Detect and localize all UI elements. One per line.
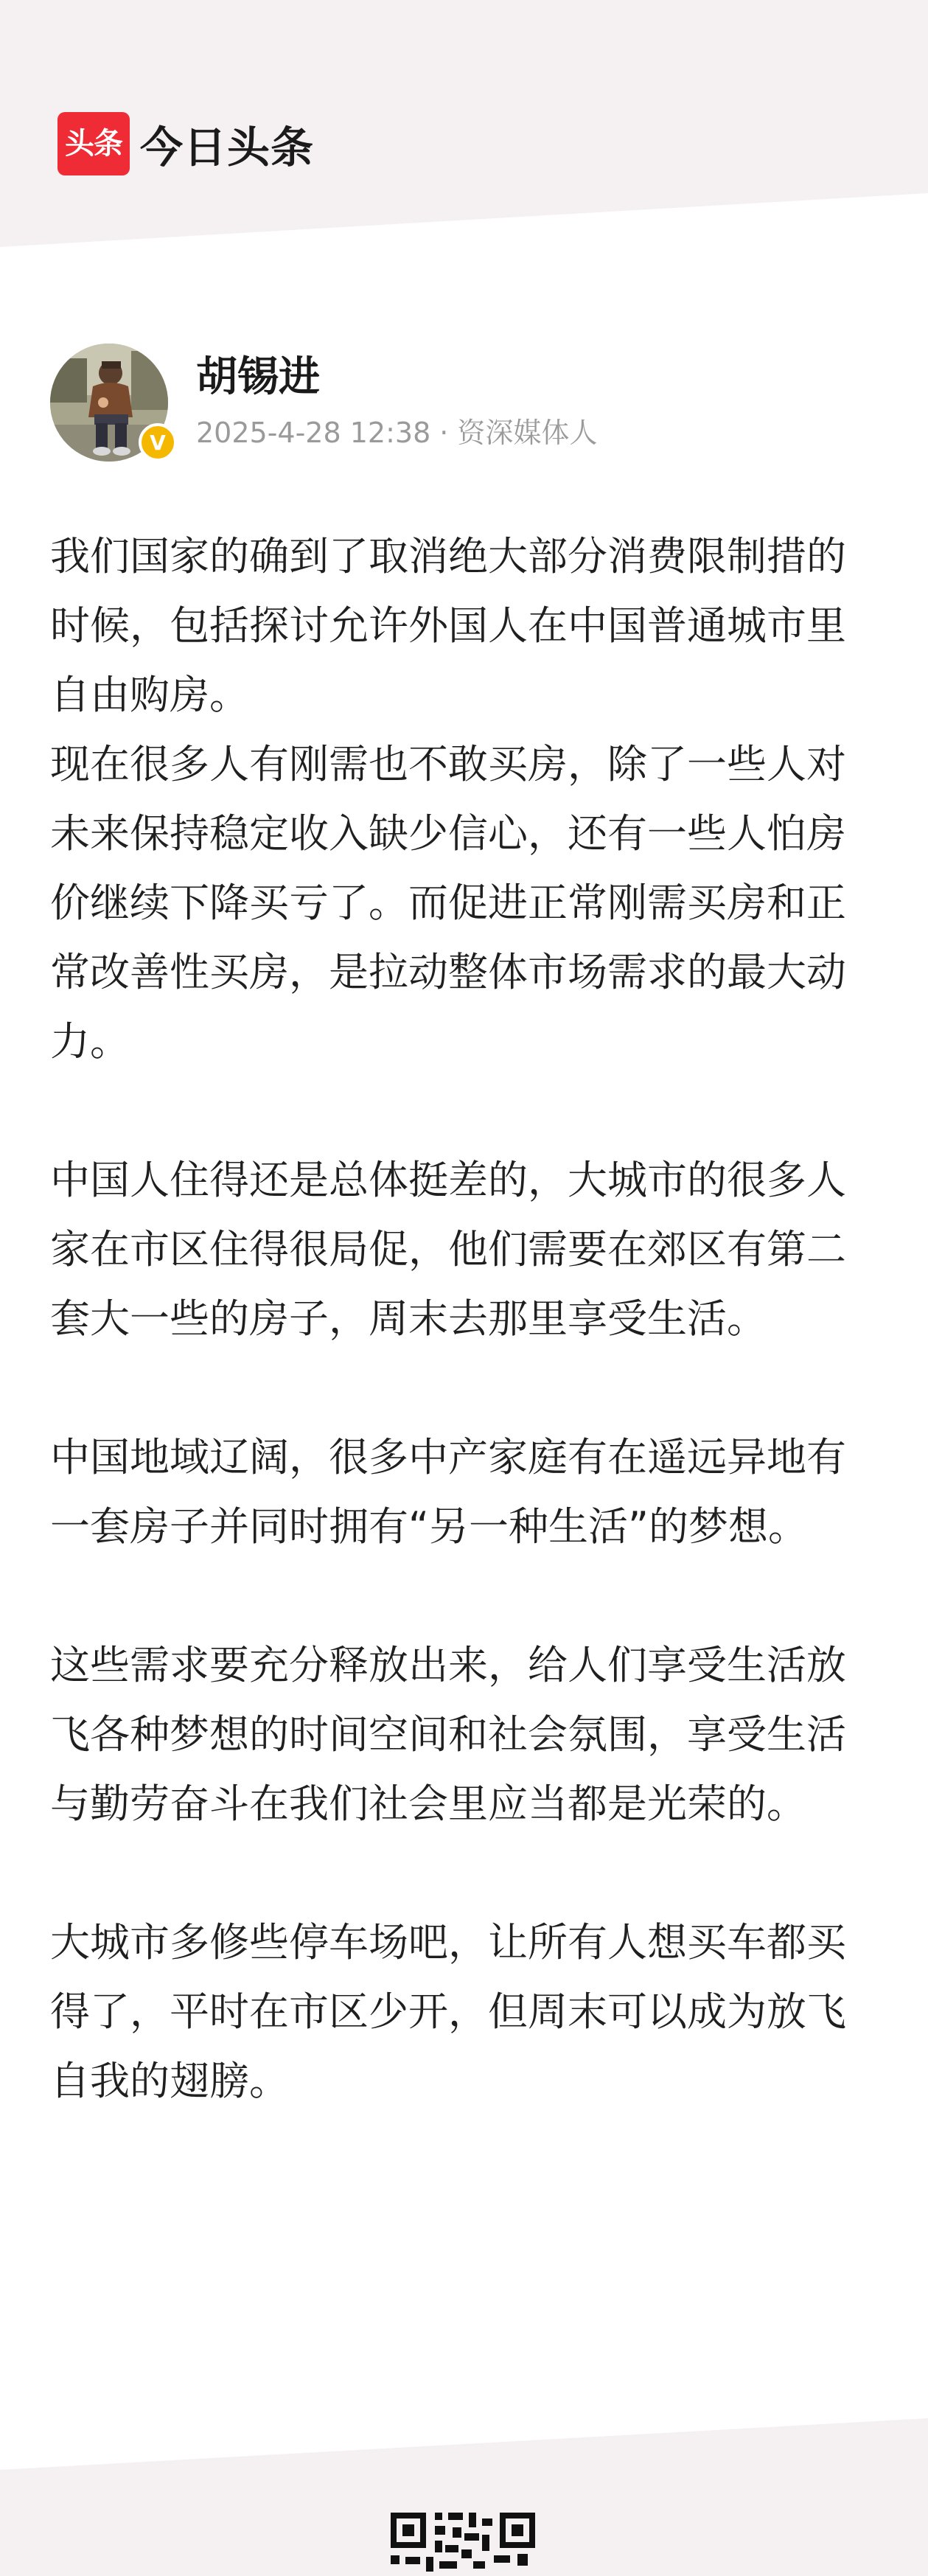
verified-badge-icon: V: [139, 423, 177, 462]
author-block: [50, 344, 597, 462]
paragraph-gap: [50, 1839, 883, 1908]
author-subline: [196, 410, 597, 450]
publish-date: 2025-4-28 12:38: [196, 417, 431, 450]
paragraph-gap: [50, 1562, 883, 1631]
article-paragraph: 中国人住得还是总体挺差的，大城市的很多人家在市区住得很局促，他们需要在郊区有第二套大一些的房子，周末去那里享受生活。: [50, 1157, 846, 1342]
paragraph-gap: [50, 1076, 883, 1146]
article-paragraph: 我们国家的确到了取消绝大部分消费限制措的时候，包括探讨允许外国人在中国普通城市里自由购房。: [50, 533, 846, 718]
qr-code-icon[interactable]: [391, 2513, 535, 2576]
article-paragraph: 现在很多人有刚需也不敢买房，除了一些人对未来保持稳定收入缺少信心，还有一些人怕房价继续下降买亏了。而促进正常刚需买房和正常改善性买房，是拉动整体市场需求的最大动力。: [50, 741, 846, 1065]
article-paragraph: 中国地域辽阔，很多中产家庭有在遥远异地有一套房子并同时拥有“另一种生活”的梦想。: [50, 1434, 846, 1550]
meta-separator: ·: [439, 417, 449, 450]
paragraph-gap: [50, 1354, 883, 1423]
toutiao-logo-icon: [57, 112, 130, 175]
avatar-wrapper[interactable]: [50, 344, 168, 462]
author-meta: [196, 352, 598, 451]
article-paragraph: 这些需求要充分释放出来，给人们享受生活放飞各种梦想的时间空间和社会氛围，享受生活与勤劳奋斗在我们社会里应当都是光荣的。: [50, 1642, 846, 1827]
app-name: 今日头条: [140, 122, 315, 173]
author-name[interactable]: 胡锡进: [196, 352, 320, 401]
article-body: [50, 522, 883, 2116]
app-brand[interactable]: [57, 112, 314, 175]
article-paragraph: 大城市多修些停车场吧，让所有人想买车都买得了，平时在市区少开，但周末可以成为放飞自我的翅膀。: [50, 1919, 846, 2104]
author-tag: 资深媒体人: [457, 417, 598, 450]
logo-text: 头条: [65, 127, 122, 161]
